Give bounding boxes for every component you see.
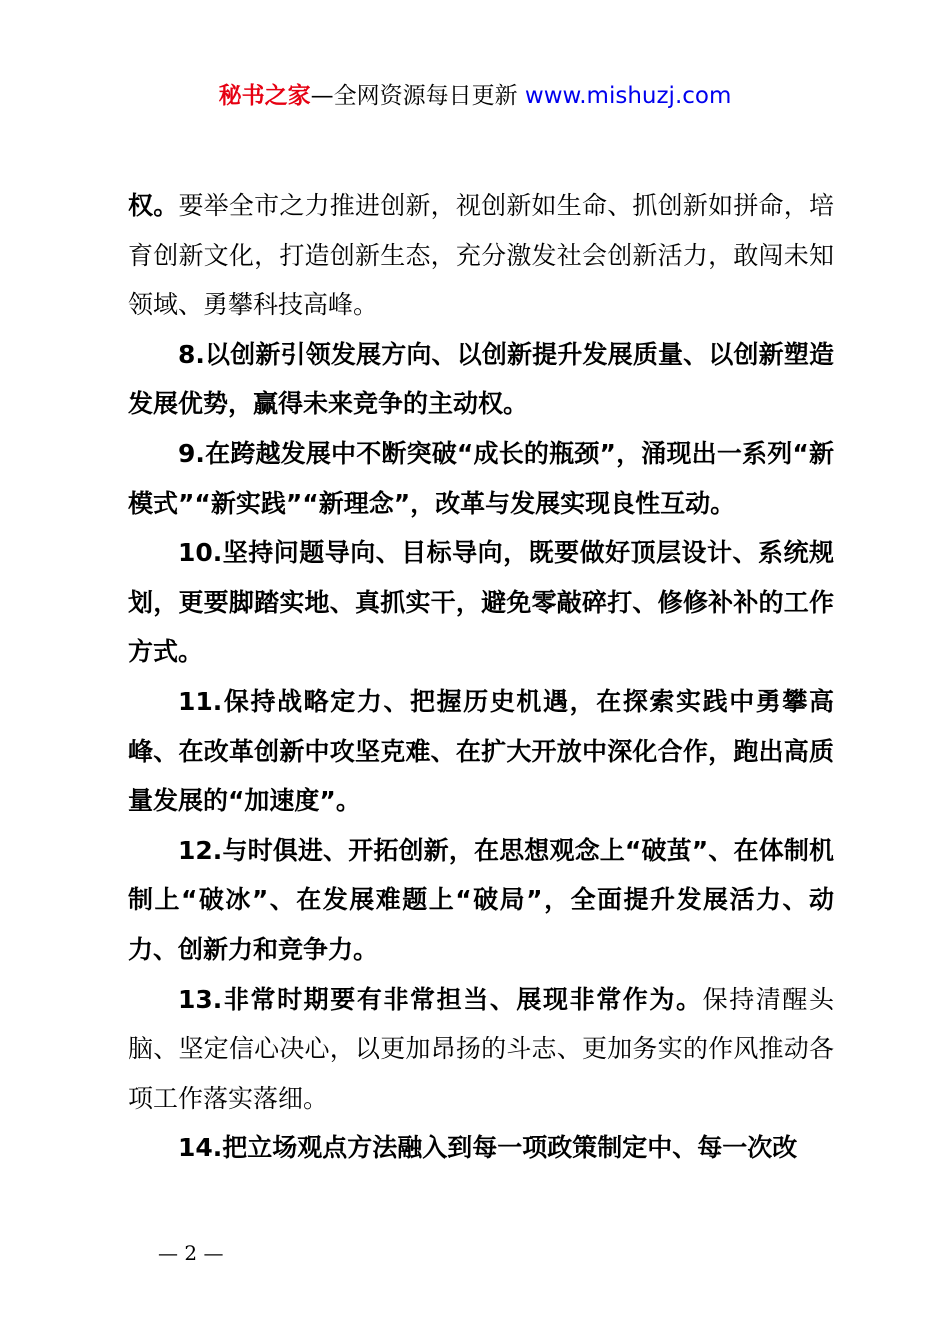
paragraph-text: 要举全市之力推进创新，视创新如生命、抓创新如拼命，培育创新文化，打造创新生态，充分激发社会创新活力，敢闯未知领域、勇攀科技高峰。 bbox=[128, 191, 834, 320]
paragraph-14 bbox=[128, 1123, 834, 1173]
paragraph-13 bbox=[128, 975, 834, 1124]
paragraph-continuation bbox=[128, 181, 834, 330]
paragraph-bold-text: 13.非常时期要有非常担当、展现非常作为。 bbox=[178, 984, 703, 1014]
page-number: — 2 — bbox=[158, 1241, 224, 1265]
paragraph-bold-text: 11.保持战略定力、把握历史机遇，在探索实践中勇攀高峰、在改革创新中攻坚克难、在扩大开放中深化合作，跑出高质量发展的“加速度”。 bbox=[128, 686, 834, 816]
site-url-link[interactable]: www.mishuzj.com bbox=[524, 83, 732, 109]
site-tagline: —全网资源每日更新 bbox=[310, 83, 525, 109]
site-header bbox=[0, 80, 950, 112]
paragraph-text: 保持清醒头脑、坚定信心决心，以更加昂扬的斗志、更加务实的作风推动各项工作落实落细。 bbox=[128, 984, 834, 1113]
document-body bbox=[128, 181, 834, 1173]
paragraph-bold-text: 12.与时俱进、开拓创新，在思想观念上“破茧”、在体制机制上“破冰”、在发展难题上“破局”，全面提升发展活力、动力、创新力和竞争力。 bbox=[128, 835, 834, 964]
paragraph-bold-text: 8.以创新引领发展方向、以创新提升发展质量、以创新塑造发展优势，赢得未来竞争的主动权。 bbox=[128, 339, 834, 419]
paragraph-bold-text: 14.把立场观点方法融入到每一项政策制定中、每一次改 bbox=[178, 1133, 798, 1163]
site-brand: 秘书之家 bbox=[218, 83, 311, 109]
paragraph-9 bbox=[128, 429, 834, 528]
paragraph-bold-text: 权。 bbox=[128, 191, 179, 220]
paragraph-12 bbox=[128, 826, 834, 975]
paragraph-bold-text: 10.坚持问题导向、目标导向，既要做好顶层设计、系统规划，更要脚踏实地、真抓实干，避免零敲碎打、修修补补的工作方式。 bbox=[128, 538, 834, 667]
paragraph-10 bbox=[128, 528, 834, 677]
paragraph-bold-text: 9.在跨越发展中不断突破“成长的瓶颈”，涌现出一系列“新模式”“新实践”“新理念”，改革与发展实现良性互动。 bbox=[128, 438, 834, 518]
paragraph-11 bbox=[128, 677, 834, 826]
paragraph-8 bbox=[128, 330, 834, 429]
